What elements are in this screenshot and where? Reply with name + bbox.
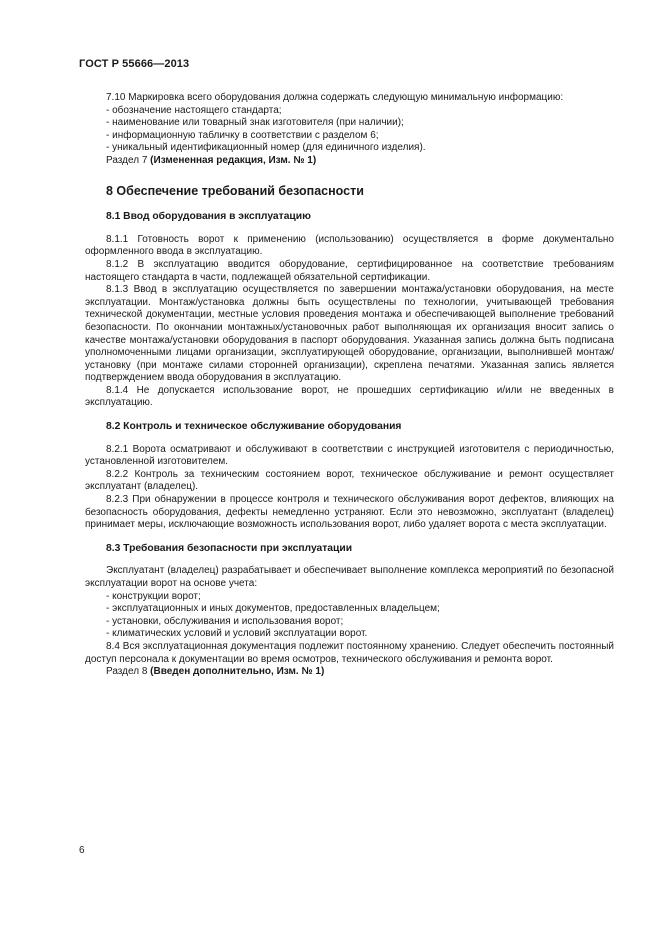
paragraph-8-1-4: 8.1.4 Не допускается использование ворот, не прошедших сертификацию и/или не введенных в эксплуатацию. xyxy=(85,384,614,409)
section-8-note xyxy=(85,666,614,679)
list-item: - климатических условий и условий эксплуатации ворот. xyxy=(106,628,368,640)
subsection-8-3-title: 8.3 Требования безопасности при эксплуатации xyxy=(106,542,353,554)
section-8-title: 8 Обеспечение требований безопасности xyxy=(106,183,364,198)
note-prefix: Раздел 8 xyxy=(106,666,151,678)
subsection-8-1-title: 8.1 Ввод оборудования в эксплуатацию xyxy=(106,211,311,223)
page-content xyxy=(85,92,614,679)
list-item: - установки, обслуживания и использования ворот; xyxy=(106,615,344,627)
subsection-8-2-title: 8.2 Контроль и техническое обслуживание оборудования xyxy=(106,421,402,433)
note-bold: (Введен дополнительно, Изм. № 1) xyxy=(150,666,325,678)
paragraph-8-3-intro: Эксплуатант (владелец) разрабатывает и обеспечивает выполнение комплекса мероприятий по безопасной эксплуатации ворот на основе учета: xyxy=(85,565,614,589)
page-number: 6 xyxy=(79,845,85,856)
paragraph-8-2-1: 8.2.1 Ворота осматривают и обслуживают в соответствии с инструкцией изготовителя с периодичностью, установленной изготовителем. xyxy=(85,443,614,468)
note-prefix: Раздел 7 xyxy=(106,154,151,166)
list-item: - конструкции ворот; xyxy=(106,590,201,602)
list-item: - обозначение настоящего стандарта; xyxy=(106,104,282,116)
paragraph-8-2-2: 8.2.2 Контроль за техническим состоянием ворот, техническое обслуживание и ремонт осуществляет эксплуатант (владелец). xyxy=(85,468,614,493)
note-bold: (Измененная редакция, Изм. № 1) xyxy=(150,154,317,166)
paragraph-8-4: 8.4 Вся эксплуатационная документация подлежит постоянному хранению. Следует обеспечить постоянный доступ персонала к документации во время осмотров, технического обслуживания и ремонта ворот. xyxy=(85,640,614,665)
paragraph-8-1-3: 8.1.3 Ввод в эксплуатацию осуществляется по завершении монтажа/установки оборудования, на месте эксплуатации. Монтаж/установка должны быть осуществлены по технологии, учитывающей требования технической документации, местные условия проведения монтажа и обеспечивающей выполнение требований безопасности. По окончании монтажных/установочных работ выполняющая их организация вносит запись о качестве монтажа/установки оборудования в паспорт оборудования. Указанная запись должна быть подписана уполномоченными лицами организации, эксплуатирующей оборудование, организации, выполнившей монтаж/установку (при монтаже силами сторонней организации), скреплена печатями. Указанная запись является подтверждением ввода оборудования в эксплуатацию. xyxy=(85,284,614,384)
section-7-note xyxy=(85,155,614,168)
paragraph-8-1-1: 8.1.1 Готовность ворот к применению (использованию) осуществляется в форме документально оформленного ввода в эксплуатацию. xyxy=(85,233,614,258)
list-item: - наименование или товарный знак изготовителя (при наличии); xyxy=(106,117,404,129)
clause-7-10-intro: 7.10 Маркировка всего оборудования должна содержать следующую минимальную информацию: xyxy=(106,92,564,103)
list-item: - уникальный идентификационный номер (для единичного изделия). xyxy=(106,142,426,154)
paragraph-8-2-3: 8.2.3 При обнаружении в процессе контроля и технического обслуживания ворот дефектов, влияющих на безопасность оборудования, дефекты немедленно устраняют. Если это невозможно, эксплуатант (владелец) принимает меры, исключающие возможность использования ворот, либо удаляет ворота с места эксплуатации. xyxy=(85,494,614,531)
list-item: - эксплуатационных и иных документов, предоставленных владельцем; xyxy=(106,603,440,615)
list-item: - информационную табличку в соответствии с разделом 6; xyxy=(106,129,379,141)
paragraph-8-1-2: 8.1.2 В эксплуатацию вводится оборудование, сертифицированное на соответствие требованиям настоящего стандарта в части, подлежащей обязательной сертификации. xyxy=(85,258,614,283)
standard-code-header: ГОСТ Р 55666—2013 xyxy=(79,58,190,70)
